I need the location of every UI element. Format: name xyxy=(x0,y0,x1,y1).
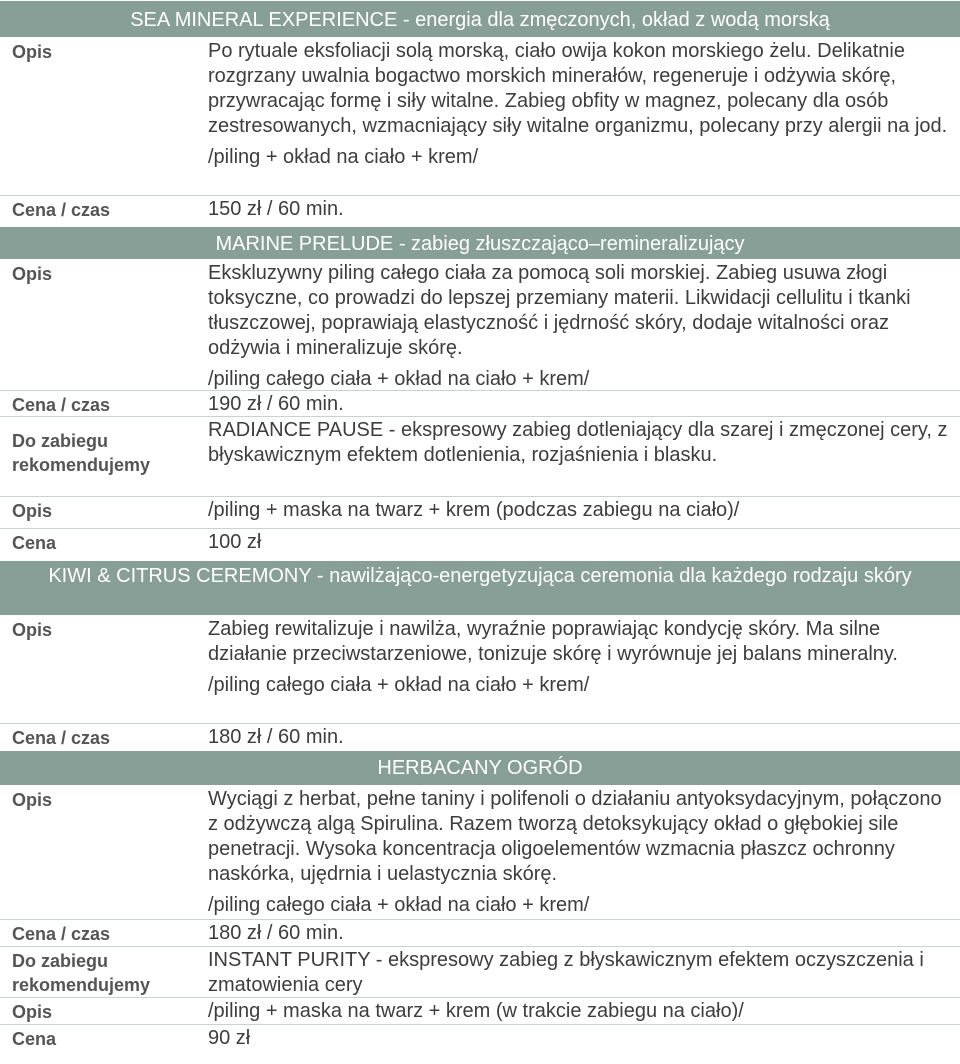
row-value xyxy=(196,616,960,723)
procedure-steps: /piling + maska na twarz + krem (w trakcie zabiegu na ciało)/ xyxy=(208,1000,744,1022)
procedure-steps: /piling całego ciała + okład na ciało + krem/ xyxy=(208,368,590,390)
section-title: MARINE PRELUDE - zabieg złuszczająco–remineralizujący xyxy=(0,226,960,260)
row-label: Do zabiegu rekomendujemy xyxy=(12,951,151,995)
row-label: Cena / czas xyxy=(12,395,111,415)
row-value xyxy=(196,38,960,195)
description-row xyxy=(0,616,960,724)
row-label: Opis xyxy=(12,790,53,810)
description-row xyxy=(0,497,960,529)
recommendation-text: INSTANT PURITY - ekspresowy zabieg z błyskawicznym efektem oczyszczenia i zmatowienia cery xyxy=(208,949,924,996)
procedure-steps: /piling całego ciała + okład na ciało + krem/ xyxy=(208,894,590,916)
description-row xyxy=(0,786,960,920)
description-text: Po rytuale eksfoliacji solą morską, ciało owija kokon morskiego żelu. Delikatnie rozgrzany uwalnia bogactwo morskich minerałów, regeneruje i odżywia skórę, przywracając formę i siły witalne. Zabieg obfity w magnez, polecany dla osób zestresowanych, wzmacniający siły witalne organizmu, polecany przy alergii na jod. xyxy=(208,40,948,137)
procedure-steps: /piling całego ciała + okład na ciało + krem/ xyxy=(208,674,590,696)
price-row xyxy=(0,529,960,560)
price-value: 180 zł / 60 min. xyxy=(208,726,344,748)
recommendation-row xyxy=(0,417,960,497)
description-text: Wyciągi z herbat, pełne taniny i polifenoli o działaniu antyoksydacyjnym, połączono z odżywczą algą Spirulina. Razem tworzą detoksykujący okład o głębokiej sile penetracji. Wysoka koncentracja oligoelementów wzmacnia płaszcz ochronny naskórka, ujędrnia i uelastycznia skórę. xyxy=(208,788,942,885)
row-value xyxy=(196,260,960,390)
description-row xyxy=(0,38,960,196)
row-label: Opis xyxy=(12,501,53,521)
row-label: Opis xyxy=(12,620,53,640)
row-label: Cena xyxy=(12,1029,57,1049)
price-value: 190 zł / 60 min. xyxy=(208,393,344,415)
recommendation-row xyxy=(0,947,960,998)
price-row xyxy=(0,196,960,226)
section-title: HERBACANY OGRÓD xyxy=(0,750,960,786)
row-label: Opis xyxy=(12,1002,53,1022)
price-row xyxy=(0,920,960,947)
description-row xyxy=(0,260,960,391)
price-row xyxy=(0,1025,960,1052)
recommendation-text: RADIANCE PAUSE - ekspresowy zabieg dotleniający dla szarej i zmęczonej cery, z błyskawicznym efektem dotlenienia, rozjaśnienia i blasku. xyxy=(208,419,948,466)
description-text: Zabieg rewitalizuje i nawilża, wyraźnie poprawiając kondycję skóry. Ma silne działanie przeciwstarzeniowe, tonizuje skórę i wyrównuje jej balans mineralny. xyxy=(208,618,898,665)
description-text: Ekskluzywny piling całego ciała za pomocą soli morskiej. Zabieg usuwa złogi toksyczne, co prowadzi do lepszej przemiany materii. Likwidacji cellulitu i tkanki tłuszczowej, poprawiają elastyczność i jędrność skóry, dodaje witalności oraz odżywia i mineralizuje skórę. xyxy=(208,262,911,359)
price-row xyxy=(0,724,960,750)
row-label: Opis xyxy=(12,42,53,62)
price-value: 180 zł / 60 min. xyxy=(208,922,344,944)
row-label: Cena xyxy=(12,533,57,553)
row-label: Do zabiegu rekomendujemy xyxy=(12,431,151,475)
price-value: 90 zł xyxy=(208,1027,251,1049)
procedure-steps: /piling + okład na ciało + krem/ xyxy=(208,146,479,168)
price-value: 150 zł / 60 min. xyxy=(208,198,344,220)
section-title: SEA MINERAL EXPERIENCE - energia dla zmęczonych, okład z wodą morską xyxy=(0,0,960,38)
row-label: Cena / czas xyxy=(12,924,111,944)
section-title: KIWI & CITRUS CEREMONY - nawilżająco-energetyzująca ceremonia dla każdego rodzaju skóry xyxy=(0,560,960,616)
description-row xyxy=(0,998,960,1025)
row-label: Cena / czas xyxy=(12,200,111,220)
price-row xyxy=(0,391,960,417)
row-value xyxy=(196,786,960,919)
procedure-steps: /piling + maska na twarz + krem (podczas zabiegu na ciało)/ xyxy=(208,499,740,521)
row-label: Cena / czas xyxy=(12,728,111,748)
price-value: 100 zł xyxy=(208,531,262,553)
row-label: Opis xyxy=(12,264,53,284)
